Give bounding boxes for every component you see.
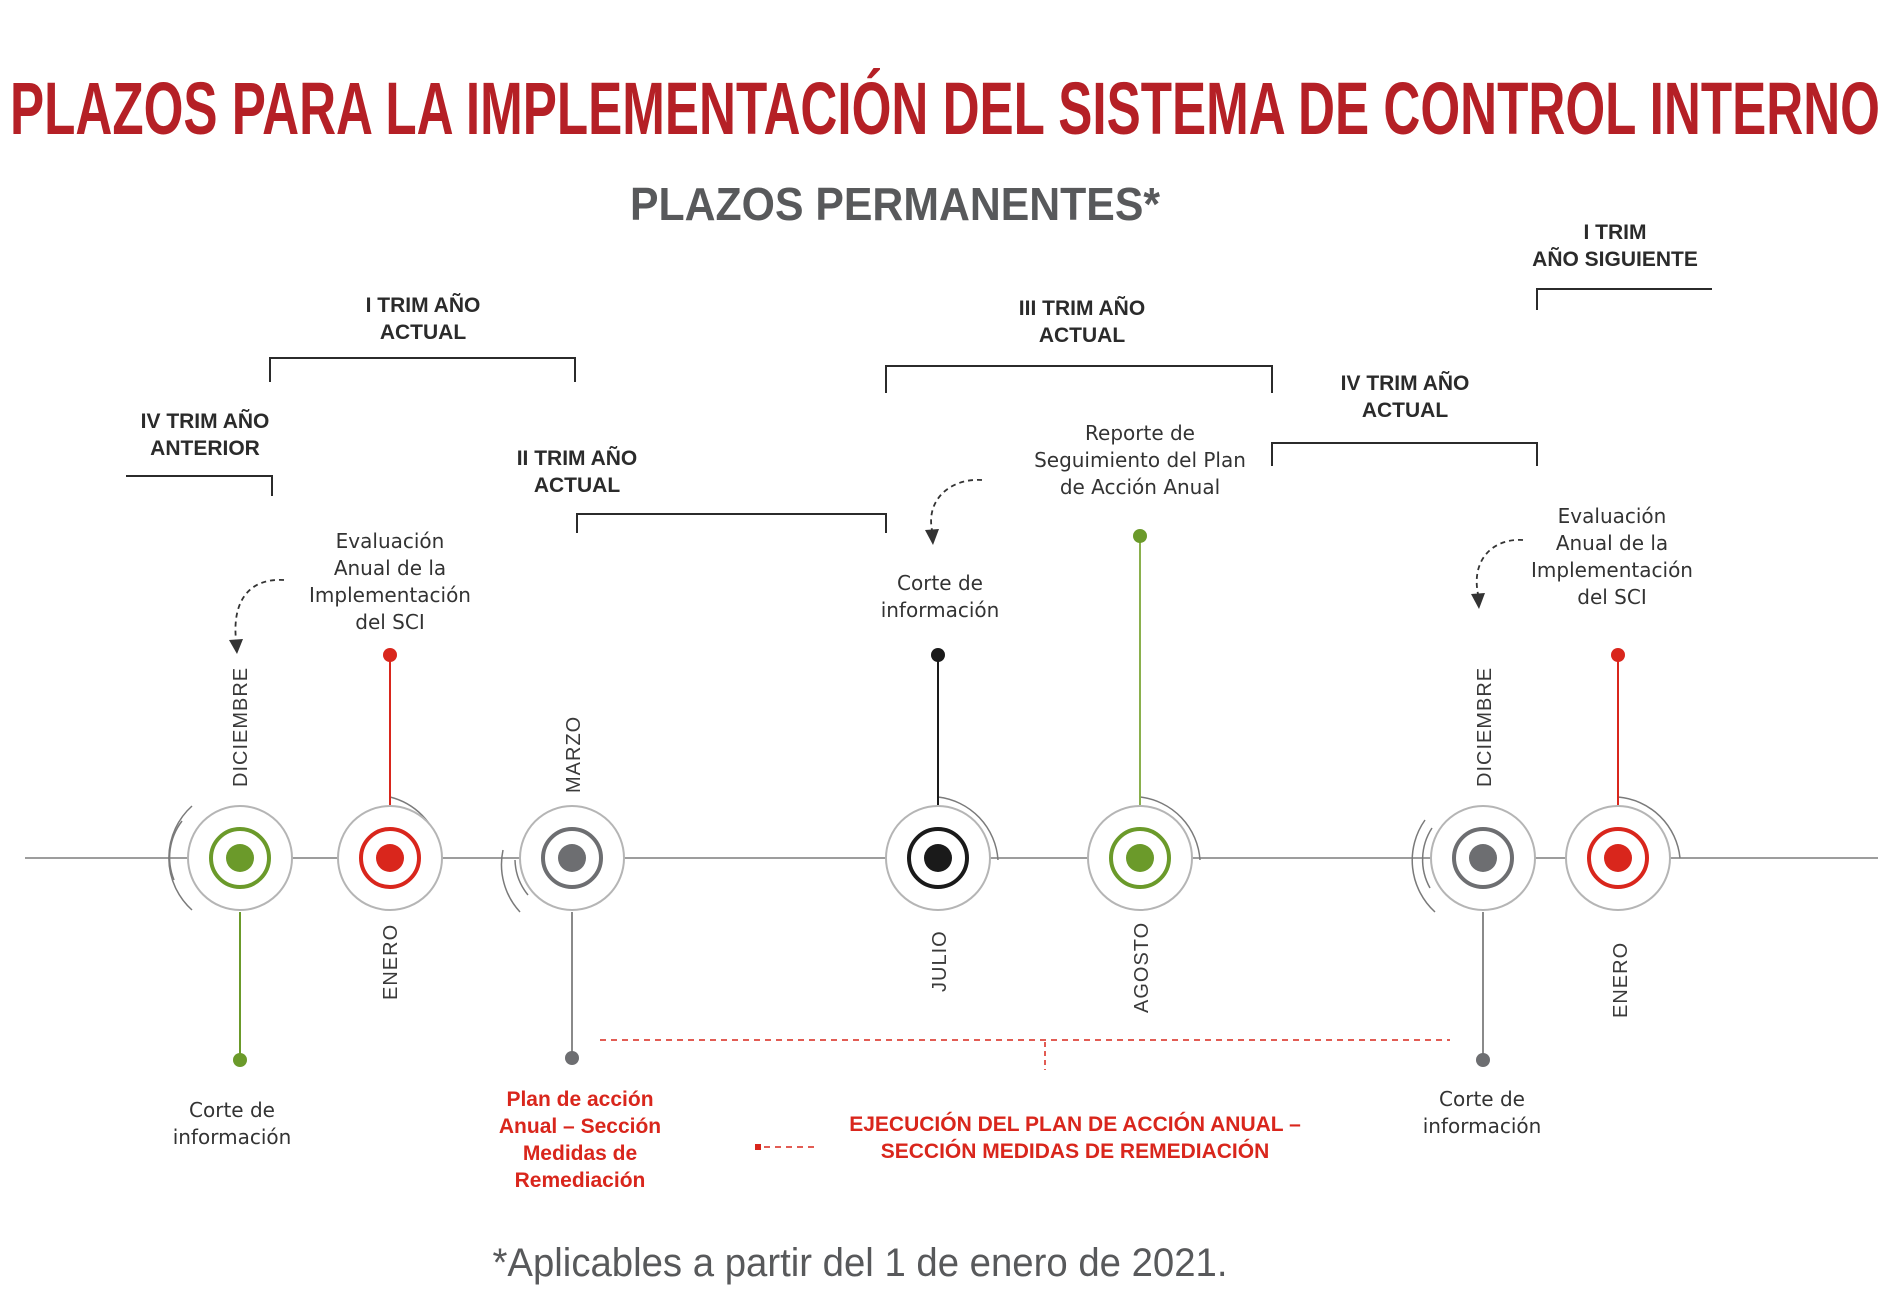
milestone-month-label: DICIEMBRE — [1474, 666, 1496, 787]
milestone-note-line: Reporte de — [1085, 421, 1195, 445]
milestone-stem-end-dot — [1476, 1053, 1490, 1067]
quarter-label-line1: III TRIM AÑO — [1018, 297, 1146, 320]
milestone-center-dot — [924, 844, 952, 872]
quarter-iv-trim-actual — [1272, 372, 1537, 466]
milestone-note-line: información — [172, 1125, 292, 1149]
ejecucion-range — [600, 1040, 1450, 1163]
milestone-stem-end-dot — [1611, 648, 1625, 662]
milestone-note-line: Corte de — [897, 571, 983, 595]
quarter-label-line2: ACTUAL — [1038, 324, 1126, 347]
milestone-note-line: Evaluación — [1557, 504, 1667, 528]
milestone-month-label: AGOSTO — [1131, 921, 1153, 1013]
milestone-center-dot — [1604, 844, 1632, 872]
curved-arrow-icon — [1477, 540, 1523, 594]
milestone-stem-end-dot — [233, 1053, 247, 1067]
milestone-note-line: Medidas de — [522, 1142, 638, 1165]
milestone-note-line: Anual de la — [333, 556, 447, 580]
quarter-label-line1: I TRIM AÑO — [365, 294, 481, 317]
quarter-label-line2: ACTUAL — [379, 321, 467, 344]
milestone-stem-end-dot — [931, 648, 945, 662]
milestone-note-line: Anual – Sección — [498, 1115, 662, 1138]
quarter-label-line1: IV TRIM AÑO — [140, 410, 270, 433]
milestone-center-dot — [1126, 844, 1154, 872]
quarter-bracket — [886, 366, 1272, 393]
milestone-note-line: Plan de acción — [506, 1088, 654, 1111]
quarter-label-line2: ACTUAL — [533, 474, 621, 497]
quarter-iii-trim-actual — [886, 297, 1272, 393]
milestone-stem-end-dot — [565, 1051, 579, 1065]
ejecucion-label-line1: EJECUCIÓN DEL PLAN DE ACCIÓN ANUAL – — [849, 1113, 1301, 1136]
milestone-note-line: del SCI — [355, 610, 425, 634]
milestone-center-dot — [1469, 844, 1497, 872]
quarter-i-trim-actual — [270, 294, 575, 382]
milestone-agosto — [1034, 421, 1246, 1013]
milestone-note-line: Corte de — [1439, 1087, 1525, 1111]
milestone-center-dot — [226, 844, 254, 872]
quarter-iv-trim-anterior — [126, 410, 272, 496]
milestone-enero-2 — [1531, 504, 1693, 1018]
milestone-marzo — [499, 716, 661, 1192]
arrow-head — [229, 639, 243, 654]
milestone-note-line: información — [880, 598, 1000, 622]
quarter-label-line2: AÑO SIGUIENTE — [1532, 248, 1698, 271]
milestone-month-label: JULIO — [929, 930, 951, 992]
quarter-bracket — [577, 514, 886, 533]
milestone-swirl-arc — [501, 850, 520, 912]
milestone-diciembre-2 — [1412, 540, 1541, 1138]
quarter-label-line1: II TRIM AÑO — [516, 447, 638, 470]
milestone-note-line: Remediación — [514, 1169, 646, 1192]
curved-arrow-icon — [931, 480, 982, 530]
milestone-note-line: Anual de la — [1555, 531, 1669, 555]
milestone-center-dot — [558, 844, 586, 872]
quarter-ii-trim-actual — [517, 447, 886, 533]
arrow-head — [1471, 593, 1485, 609]
quarter-label-line1: IV TRIM AÑO — [1340, 372, 1470, 395]
milestone-diciembre-1 — [169, 580, 292, 1149]
milestone-note-line: de Acción Anual — [1059, 475, 1221, 499]
arrow-head — [925, 529, 939, 545]
ejecucion-legend-marker — [755, 1144, 761, 1150]
milestone-note-line: Seguimiento del Plan — [1034, 448, 1246, 472]
milestone-stem-end-dot — [383, 648, 397, 662]
milestone-month-label: DICIEMBRE — [230, 666, 252, 787]
quarter-label-line2: ANTERIOR — [150, 437, 260, 460]
milestone-note-line: Corte de — [189, 1098, 275, 1122]
quarter-bracket — [1272, 443, 1537, 466]
milestone-julio — [881, 480, 1000, 992]
milestone-note-line: Evaluación — [335, 529, 445, 553]
milestone-note-line: del SCI — [1577, 585, 1647, 609]
curved-arrow-icon — [235, 580, 284, 640]
quarter-bracket — [270, 358, 575, 382]
milestone-swirl-arc — [170, 821, 182, 880]
milestone-month-label: ENERO — [1610, 941, 1632, 1018]
ejecucion-label-line2: SECCIÓN MEDIDAS DE REMEDIACIÓN — [880, 1140, 1270, 1163]
milestone-stem-end-dot — [1133, 529, 1147, 543]
milestone-month-label: MARZO — [563, 715, 585, 793]
footnote: *Aplicables a partir del 1 de enero de 2021. — [492, 1241, 1228, 1285]
milestone-note-line: información — [1422, 1114, 1542, 1138]
milestone-note-line: Implementación — [309, 583, 471, 607]
milestone-note-line: Implementación — [1531, 558, 1693, 582]
quarter-label-line1: I TRIM — [1583, 221, 1647, 244]
page-subtitle: PLAZOS PERMANENTES* — [630, 178, 1161, 230]
quarter-bracket — [1537, 289, 1712, 310]
quarter-i-trim-siguiente — [1532, 221, 1712, 310]
quarter-label-line2: ACTUAL — [1361, 399, 1449, 422]
quarter-bracket — [126, 476, 272, 496]
milestone-enero-1 — [309, 529, 471, 1000]
milestone-center-dot — [376, 844, 404, 872]
page-title: PLAZOS PARA LA IMPLEMENTACIÓN DEL SISTEMA DE CONTROL INTERNO — [10, 67, 1880, 150]
milestone-month-label: ENERO — [380, 923, 402, 1000]
